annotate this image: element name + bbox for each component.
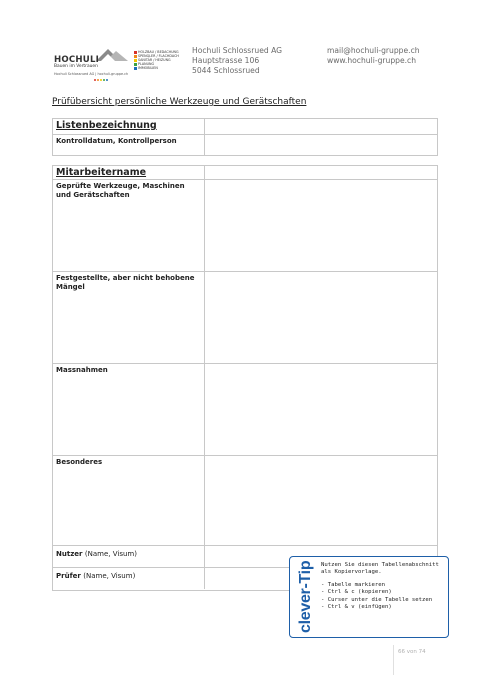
footer-divider: [393, 645, 394, 675]
defects-label: Festgestellte, aber nicht behobene Mängel: [53, 272, 205, 363]
logo-service-item: IMMOBILIEN: [134, 66, 179, 70]
list-name-field[interactable]: [205, 119, 437, 134]
employee-table: [52, 165, 438, 591]
table-row: [53, 179, 437, 271]
roof-icon: [94, 46, 130, 62]
clever-tip-logo: [293, 559, 315, 635]
tip-line: - Curser unter die Tabelle setzen: [321, 596, 433, 603]
employee-name-field[interactable]: [205, 166, 437, 179]
user-label: Nutzer (Name, Visum): [53, 546, 205, 567]
company-name: Hochuli Schlossrued AG: [192, 46, 283, 55]
contact-block: [327, 46, 420, 66]
clever-tip-box: [289, 556, 449, 638]
tip-line: - Ctrl & c (kopieren): [321, 589, 392, 596]
logo-service-item: SPENGLER / FLACHDACH: [134, 54, 179, 58]
table-row: [53, 166, 437, 179]
table-row: [53, 134, 437, 156]
logo-footer: Hochuli Schlossrued AG | hochuli-gruppe.ch: [54, 72, 129, 76]
special-label: Besonderes: [53, 456, 205, 545]
check-date-field[interactable]: [205, 135, 437, 156]
clever-tip-text: [321, 562, 439, 611]
email-link[interactable]: mail@hochuli-gruppe.ch: [327, 46, 420, 55]
checker-label: Prüfer (Name, Visum): [53, 568, 205, 589]
measures-field[interactable]: [205, 364, 437, 455]
check-date-label: Kontrolldatum, Kontrollperson: [53, 135, 205, 156]
city: 5044 Schlossrued: [192, 66, 260, 75]
logo-service-item: SANITÄR / HEIZUNG: [134, 58, 179, 62]
measures-label: Massnahmen: [53, 364, 205, 455]
table-row: [53, 363, 437, 455]
checked-tools-label: Geprüfte Werkzeuge, Maschinen und Gerätschaften: [53, 180, 205, 271]
special-field[interactable]: [205, 456, 437, 545]
logo-service-item: HOLZBAU / BEDACHUNG: [134, 50, 179, 54]
table-row: [53, 119, 437, 134]
logo-service-item: PLANUNG: [134, 62, 179, 66]
page-title: Prüfübersicht persönliche Werkzeuge und Gerätschaften: [52, 97, 307, 107]
logo-services: [134, 50, 179, 70]
tip-line: - Tabelle markieren: [321, 581, 385, 588]
defects-field[interactable]: [205, 272, 437, 363]
table-row: [53, 455, 437, 545]
street: Hauptstrasse 106: [192, 56, 260, 65]
employee-name-heading: Mitarbeitername: [53, 166, 205, 179]
web-link[interactable]: www.hochuli-gruppe.ch: [327, 56, 417, 65]
logo-word: HOCHULI: [54, 55, 100, 65]
checked-tools-field[interactable]: [205, 180, 437, 271]
address-block: [192, 46, 282, 76]
tip-line: als Kopiervorlage.: [321, 569, 382, 576]
table-row: [53, 271, 437, 363]
list-name-heading: Listenbezeichnung: [53, 119, 205, 134]
tip-line: - Ctrl & v (einfügen): [321, 604, 392, 611]
company-logo: [54, 46, 190, 78]
tip-line: Nutzen Sie diesen Tabellenabschnitt: [321, 562, 439, 568]
page-number: 66 von 74: [398, 649, 426, 655]
list-table: [52, 118, 438, 156]
logo-tagline: Bauen im Vertrauen: [54, 64, 98, 69]
svg-text:clever-Tip: clever-Tip: [297, 560, 314, 633]
